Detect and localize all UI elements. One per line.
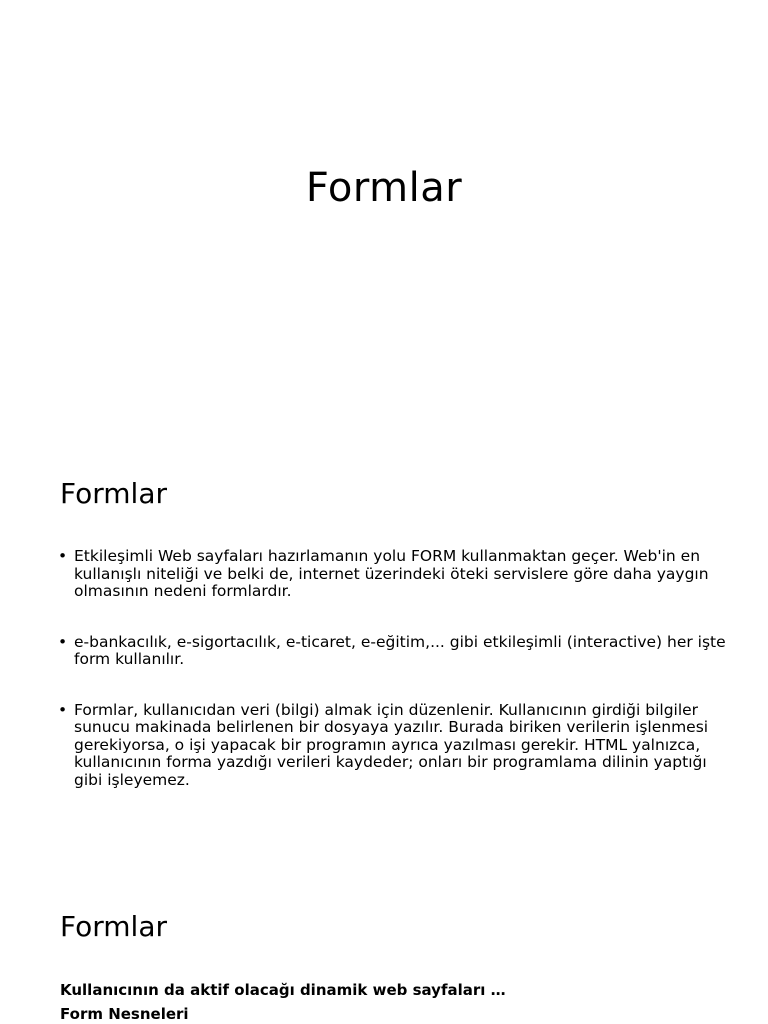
bullet-list — [58, 548, 726, 789]
bullet-text: Formlar, kullanıcıdan veri (bilgi) almak için düzenlenir. Kullanıcının girdiği bilgiler sunucu makinada belirlenen bir dosyaya yazılır. Burada biriken verilerin işlenmesi gerekiyorsa, o işi yapacak bir programın ayrıca yazılması gerekir. HTML yalnızca, kullanıcının forma yazdığı verileri kaydeder; onları bir programlama dilinin yaptığı gibi işleyemez. — [74, 700, 709, 789]
bullet-icon: • — [58, 700, 68, 719]
list-item — [58, 634, 726, 669]
list-item — [58, 702, 726, 790]
bullet-text: Etkileşimli Web sayfaları hazırlamanın yolu FORM kullanmaktan geçer. Web'in en kullanışlı niteliği ve belki de, internet üzerindeki öteki servislere göre daha yaygın olmasının nedeni formlardır. — [74, 547, 709, 600]
bold-text-line: Kullanıcının da aktif olacağı dinamik web sayfaları … — [60, 981, 506, 999]
bold-text-line: Form Nesneleri — [60, 1005, 189, 1023]
section-heading: Formlar — [60, 910, 167, 943]
bullet-icon: • — [58, 632, 68, 651]
slide-title: Formlar — [305, 165, 463, 211]
bullet-icon: • — [58, 547, 68, 565]
section-heading: Formlar — [60, 477, 167, 510]
list-item — [58, 548, 726, 601]
bullet-text: e-bankacılık, e-sigortacılık, e-ticaret, e-eğitim,... gibi etkileşimli (interactive) her işte form kullanılır. — [74, 632, 726, 668]
